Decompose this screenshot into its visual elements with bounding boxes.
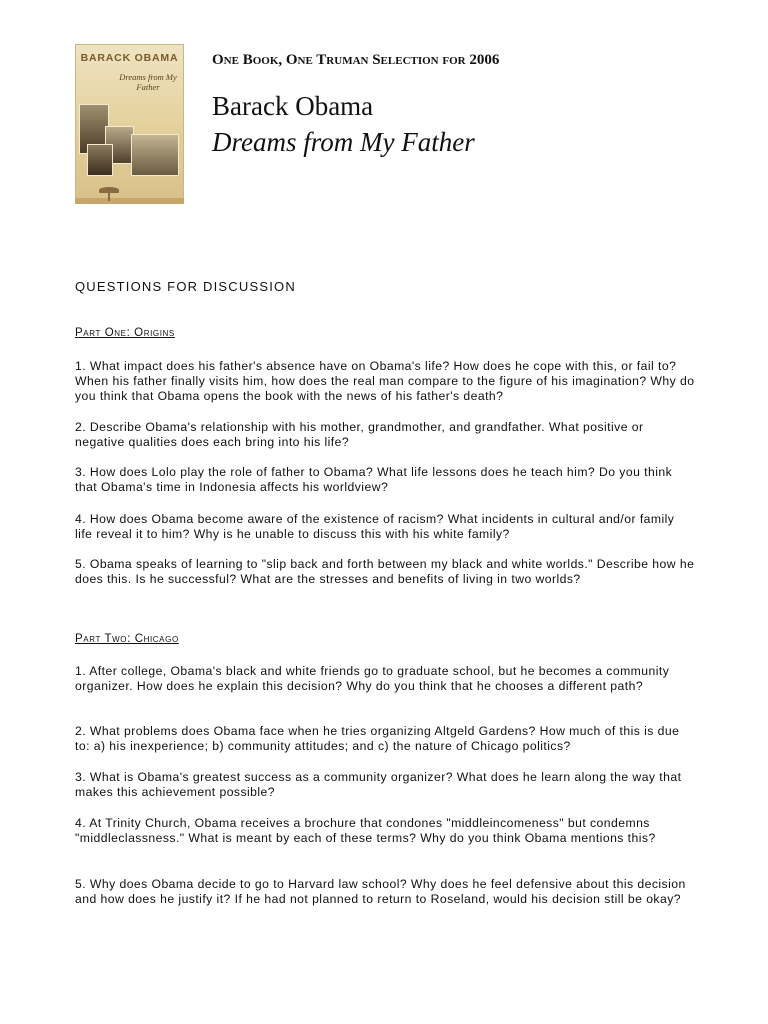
question-item: 3. What is Obama's greatest success as a community organizer? What does he learn along the way that makes this achievement possible? [75, 770, 682, 799]
selection-heading: One Book, One Truman Selection for 2006 [212, 52, 500, 68]
discussion-heading: QUESTIONS FOR DISCUSSION [75, 279, 296, 294]
question-item: 2. Describe Obama's relationship with his mother, grandmother, and grandfather. What positive or negative qualities does each bring into his life? [75, 420, 644, 449]
question-item: 5. Obama speaks of learning to "slip back and forth between my black and white worlds." Describe how he does this. Is he successful? What are the stresses and benefits of living in two worlds? [75, 557, 695, 586]
question-item: 4. How does Obama become aware of the existence of racism? What incidents in cultural and/or family life reveal it to him? Why is he unable to discuss this with his white family? [75, 512, 675, 541]
cover-author: BARACK OBAMA [80, 52, 179, 64]
book-title: Dreams from My Father [212, 127, 475, 157]
question-item: 3. How does Lolo play the role of father to Obama? What life lessons does he teach him? Do you think that Obama's time in Indonesia affects his worldview? [75, 465, 673, 494]
cover-title: Dreams from My Father [119, 72, 177, 92]
cover-ground [75, 198, 184, 204]
cover-tree-trunk [108, 192, 110, 201]
question-item: 2. What problems does Obama face when he tries organizing Altgeld Gardens? How much of this is due to: a) his inexperience; b) community attitudes; and c) the nature of Chicago politics? [75, 724, 680, 753]
cover-photo [131, 134, 179, 176]
part-one-heading: Part One: Origins [75, 327, 175, 339]
question-item: 5. Why does Obama decide to go to Harvard law school? Why does he feel defensive about this decision and how does he justify it? If he had not planned to return to Roseland, would his decision still be okay? [75, 877, 686, 906]
question-item: 4. At Trinity Church, Obama receives a brochure that condones "middleincomeness" but condemns "middleclassness." What is meant by each of these terms? Why do you think Obama mentions this? [75, 816, 656, 845]
book-cover-image [75, 44, 184, 204]
question-item: 1. What impact does his father's absence have on Obama's life? How does he cope with this, or fail to? When his father finally visits him, how does the real man compare to the figure of his imagination? Why do you think that Obama opens the book with the news of his father's death? [75, 359, 695, 403]
author-name: Barack Obama [212, 91, 374, 121]
cover-photo [87, 144, 113, 176]
question-item: 1. After college, Obama's black and white friends go to graduate school, but he becomes a community organizer. How does he explain this decision? Why do you think that he chooses a different path? [75, 664, 670, 693]
part-two-heading: Part Two: Chicago [75, 633, 179, 645]
